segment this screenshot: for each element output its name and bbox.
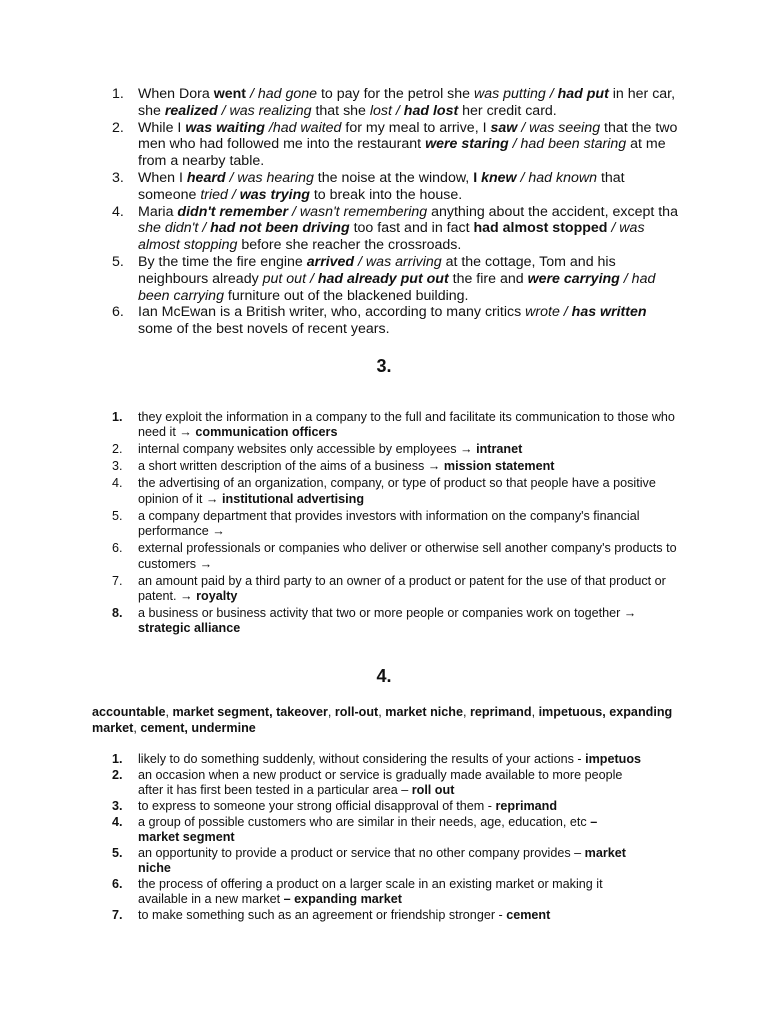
definition-item [112,877,642,907]
word-bank-term: impetuous, [538,705,606,719]
sentence-text: Maria [138,203,178,220]
item-number: 1. [112,410,123,424]
exercise-item [112,86,682,120]
definition-item [112,509,682,540]
definition-text: a business or business activity that two or more people or companies work on together → [138,606,637,621]
item-number: 5. [112,253,124,270]
sentence-text: before she reacher the crossroads. [237,237,462,254]
option-text: /had waited [264,119,342,136]
word-bank-term: cement, undermine [140,721,256,735]
item-number: 3. [112,798,123,813]
definition-item [112,476,682,507]
option-text: / was seeing [517,119,601,136]
answer-text: were carrying [527,270,620,287]
item-number: 3. [112,169,124,186]
answer-text: were staring [425,136,509,153]
sentence-text: By the time the fire engine [138,253,307,270]
word-bank-term: market niche [385,705,463,719]
definition-item [112,908,642,923]
definition-item [112,815,642,845]
definition-item [112,410,682,441]
exercise-item [112,254,682,304]
answer-text: arrived [306,253,355,270]
exercise-item [112,204,682,254]
answer-term: institutional advertising [222,491,365,506]
sentence-text: some of the best novels of recent years. [138,321,390,338]
sentence-text: for my meal to arrive, I [341,119,491,136]
definition-item [112,846,642,876]
word-bank-term: reprimand [469,705,532,719]
word-bank-term: roll-out [334,705,379,719]
definition-text: an amount paid by a third party to an owner of a product or patent for the use of that product or patent. → [138,573,666,604]
answer-term: communication officers [195,425,338,440]
definition-text: an opportunity to provide a product or service that no other company provides – [138,845,585,860]
sentence-text: the noise at the window, [313,169,474,186]
definition-text: a group of possible customers who are similar in their needs, age, education, etc [138,814,591,829]
definition-text: an occasion when a new product or service is gradually made available to more people after it has first been tested in a particular area – [138,767,623,797]
definition-text: the process of offering a product on a larger scale in an existing market or making it available in a new market [138,876,603,906]
definition-item [112,541,682,572]
option-text: / had known [516,169,598,186]
sentence-text: to pay for the petrol she [317,86,474,102]
sentence-text: at me from a nearby table. [138,136,666,170]
item-number: 6. [112,876,123,891]
word-bank-separator: , [327,705,335,719]
definition-text: likely to do something suddenly, without considering the results of your actions - [138,752,586,766]
answer-term: mission statement [443,459,555,474]
option-text: put out / [262,270,318,287]
option-text: / had gone [246,86,318,102]
definition-item [112,442,682,457]
sentence-text: that she [311,102,370,119]
option-text: lost / [369,102,404,119]
word-bank [92,704,682,736]
answer-text: went [213,86,247,102]
sentence-text: in her car, she [138,86,676,119]
item-number: 7. [112,907,123,922]
sentence-text: too fast and in fact [349,220,474,237]
option-text: wrote / [525,304,572,321]
item-number: 5. [112,845,123,860]
item-number: 6. [112,304,124,321]
sentence-text: her credit card. [458,102,557,119]
answer-text: knew [481,169,517,186]
option-text: / wasn't remembering [288,203,428,220]
answer-term: cement [506,907,551,922]
answer-text: had lost [403,102,459,119]
option-text: / had been staring [508,136,627,153]
definition-text: a company department that provides investors with information on the company's financial performance → [138,508,640,539]
item-number: 4. [112,814,123,829]
word-bank-separator: , [531,705,539,719]
item-number: 2. [112,767,123,782]
item-number: 1. [112,752,123,766]
option-text: was putting / [473,86,558,102]
item-number: 4. [112,476,123,491]
definition-item [112,574,682,605]
word-bank-term: market segment, takeover [172,705,328,719]
definition-text: they exploit the information in a company to the full and facilitate its communication to those who need it → [138,410,675,440]
definition-text: to express to someone your strong official disapproval of them - [138,798,496,813]
answer-term: market niche [138,845,626,875]
section1-list [112,86,682,338]
answer-term: reprimand [495,798,558,813]
answer-text: was trying [239,186,310,203]
answer-text: had almost stopped [473,220,608,237]
option-text: / was almost stopping [138,220,645,254]
sentence-text: Ian McEwan is a British writer, who, according to many critics [138,304,526,321]
item-number: 8. [112,606,123,621]
definition-text: a short written description of the aims of a business → [138,459,444,474]
definition-text: to make something such as an agreement or friendship stronger - [138,907,507,922]
sentence-text: to break into the house. [309,186,463,203]
sentence-text: at the cottage, Tom and his neighbours already [138,253,616,287]
answer-text: had put [557,86,609,102]
item-number: 2. [112,119,124,136]
section4-heading: 4. [376,666,392,686]
definition-item [112,459,682,474]
option-text: / had been carrying [138,270,656,304]
answer-text: heard [186,169,226,186]
exercise-item [112,170,682,204]
answer-text: realized [164,102,218,119]
definition-item [112,606,682,637]
sentence-text: furniture out of the blackened building. [223,287,469,304]
exercise-item [112,304,682,338]
answer-text: saw [490,119,518,136]
definition-item [112,799,642,814]
item-number: 2. [112,442,123,457]
sentence-text: anything about the accident, except tha [427,203,678,220]
exercise-item [112,120,682,170]
section3-heading: 3. [376,356,392,376]
answer-term: impetuos [585,752,642,766]
definition-text: the advertising of an organization, company, or type of product so that people have a positive opinion of it → [138,476,656,506]
definition-item [112,768,642,798]
answer-term: – expanding market [283,891,402,906]
sentence-text: that the two men who had followed me into the restaurant [138,119,678,153]
definition-item [112,752,642,767]
answer-term: roll out [411,783,455,797]
word-bank-term: accountable [92,705,166,719]
answer-term: intranet [476,442,523,457]
item-number: 7. [112,573,123,588]
section3-list [112,410,682,638]
answer-text: didn't remember [177,203,289,220]
answer-term: strategic alliance [138,621,241,636]
definition-text: internal company websites only accessible by employees → [138,442,477,457]
word-bank-separator: , [462,705,470,719]
word-bank-separator: , [133,721,141,735]
word-bank-separator: , [165,705,173,719]
item-number: 5. [112,508,123,523]
item-number: 3. [112,459,123,474]
answer-text: I [473,169,482,186]
answer-text: had not been driving [210,220,350,237]
item-number: 1. [112,86,124,102]
item-number: 6. [112,541,123,556]
sentence-text: that someone [138,169,625,203]
sentence-text: While I [138,119,186,136]
word-bank-separator: , [378,705,386,719]
section4-list [112,752,642,923]
option-text: / was realizing [217,102,312,119]
option-text: / was arriving [354,253,442,270]
definition-text: external professionals or companies who deliver or otherwise sell another company's products to customers → [138,541,677,571]
option-text: tried / [200,186,240,203]
answer-term: – market segment [138,814,598,844]
sentence-text: When I [138,169,187,186]
answer-term: royalty [196,589,238,604]
option-text: / was hearing [225,169,314,186]
answer-text: had already put out [317,270,449,287]
sentence-text: When Dora [138,86,214,102]
option-text: she didn't / [138,220,211,237]
word-bank-term: expanding market [92,705,673,735]
answer-text: was waiting [185,119,265,136]
sentence-text: the fire and [448,270,528,287]
answer-text: has written [571,304,647,321]
item-number: 4. [112,203,124,220]
